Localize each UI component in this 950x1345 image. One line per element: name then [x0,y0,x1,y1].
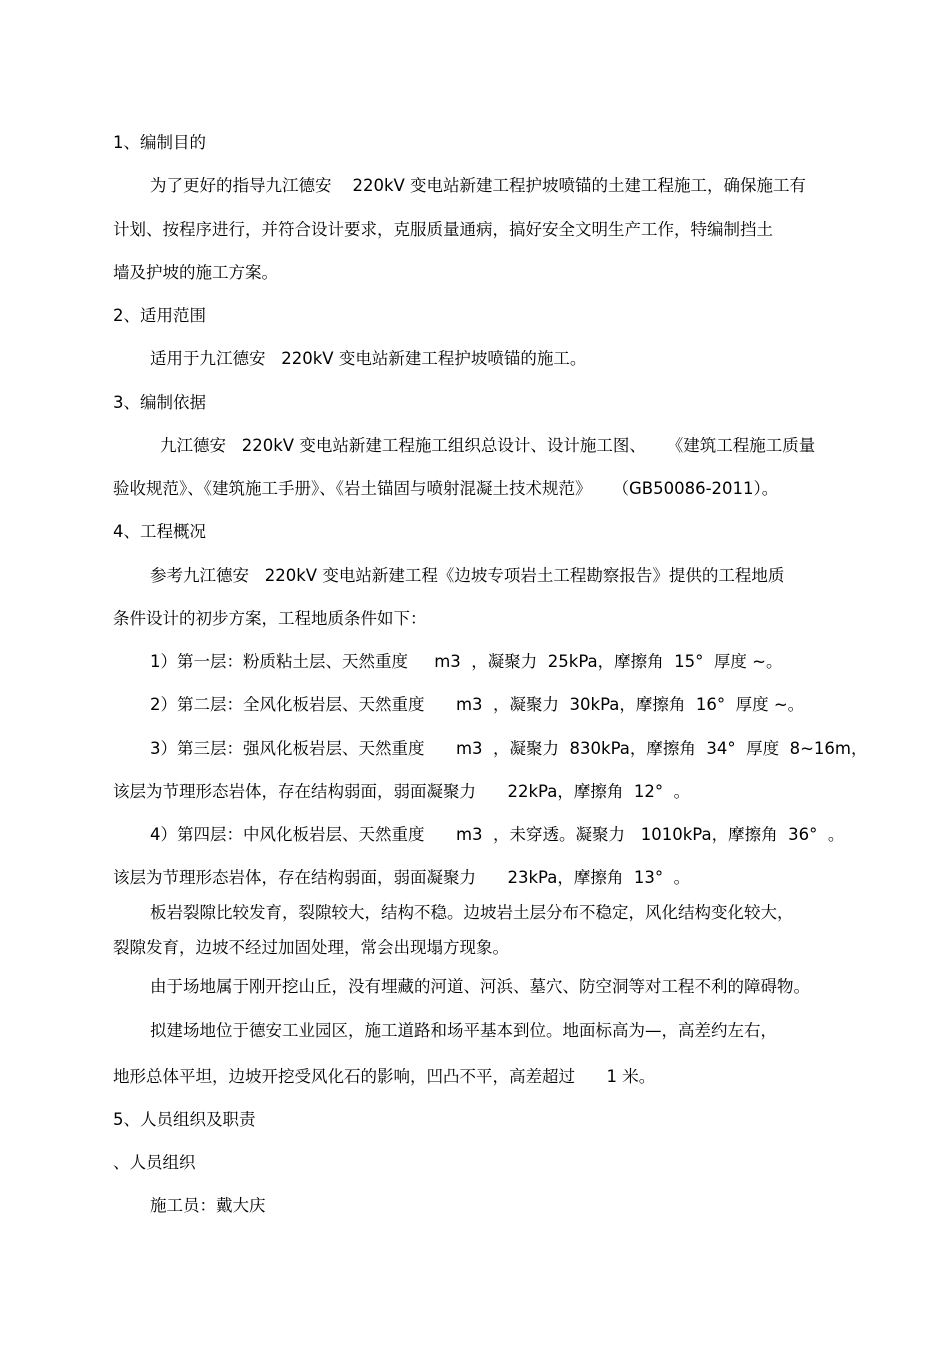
paragraph-line: 计划、按程序进行，并符合设计要求，克服质量通病，搞好安全文明生产工作，特编制挡土 [113,220,773,239]
list-item-layer-2: 2）第二层：全风化板岩层、天然重度 m3 ，凝聚力 30kPa，摩擦角 16° 厚度 ~。 [150,695,805,714]
list-item-layer-3: 3）第三层：强风化板岩层、天然重度 m3 ，凝聚力 830kPa，摩擦角 34° 厚度 8~16m， [150,739,868,758]
paragraph-line: 由于场地属于刚开挖山丘，没有埋藏的河道、河浜、墓穴、防空洞等对工程不利的障碍物。 [150,977,810,996]
paragraph-line: 参考九江德安 220kV 变电站新建工程《边坡专项岩土工程勘察报告》提供的工程地质 [150,566,785,585]
paragraph-line: 地形总体平坦，边坡开挖受风化石的影响，凹凸不平，高差超过 1 米。 [113,1067,656,1086]
paragraph-line: 九江德安 220kV 变电站新建工程施工组织总设计、设计施工图、 《建筑工程施工质量 [160,436,816,455]
paragraph-line: 验收规范》、《建筑施工手册》、《岩土锚固与喷射混凝土技术规范》 （GB50086-2011）。 [113,479,779,498]
section-heading-1: 1、编制目的 [113,133,206,152]
section-heading-2: 2、适用范围 [113,306,206,325]
paragraph-line: 该层为节理形态岩体，存在结构弱面，弱面凝聚力 22kPa，摩擦角 12° 。 [113,782,691,801]
paragraph-line: 条件设计的初步方案，工程地质条件如下： [113,609,427,628]
list-item-layer-1: 1）第一层：粉质粘土层、天然重度 m3 ，凝聚力 25kPa，摩擦角 15° 厚度 ~。 [150,652,783,671]
paragraph-line: 该层为节理形态岩体，存在结构弱面，弱面凝聚力 23kPa，摩擦角 13° 。 [113,868,691,887]
paragraph-line: 拟建场地位于德安工业园区，施工道路和场平基本到位。地面标高为—，高差约左右， [150,1021,777,1040]
paragraph-line: 为了更好的指导九江德安 220kV 变电站新建工程护坡喷锚的土建工程施工，确保施工有 [150,176,807,195]
section-heading-4: 4、工程概况 [113,522,206,541]
paragraph-line: 墙及护坡的施工方案。 [113,263,278,282]
list-item-layer-4: 4）第四层：中风化板岩层、天然重度 m3 ，未穿透。凝聚力 1010kPa，摩擦角 36° 。 [150,825,845,844]
paragraph-line: 适用于九江德安 220kV 变电站新建工程护坡喷锚的施工。 [150,349,587,368]
section-heading-3: 3、编制依据 [113,393,206,412]
section-heading-5: 5、人员组织及职责 [113,1110,256,1129]
paragraph-line: 板岩裂隙比较发育，裂隙较大，结构不稳。边坡岩土层分布不稳定，风化结构变化较大， [150,903,794,922]
subsection-heading: 、人员组织 [113,1153,196,1172]
paragraph-line: 裂隙发育，边坡不经过加固处理，常会出现塌方现象。 [113,938,509,957]
paragraph-line: 施工员：戴大庆 [150,1196,266,1215]
